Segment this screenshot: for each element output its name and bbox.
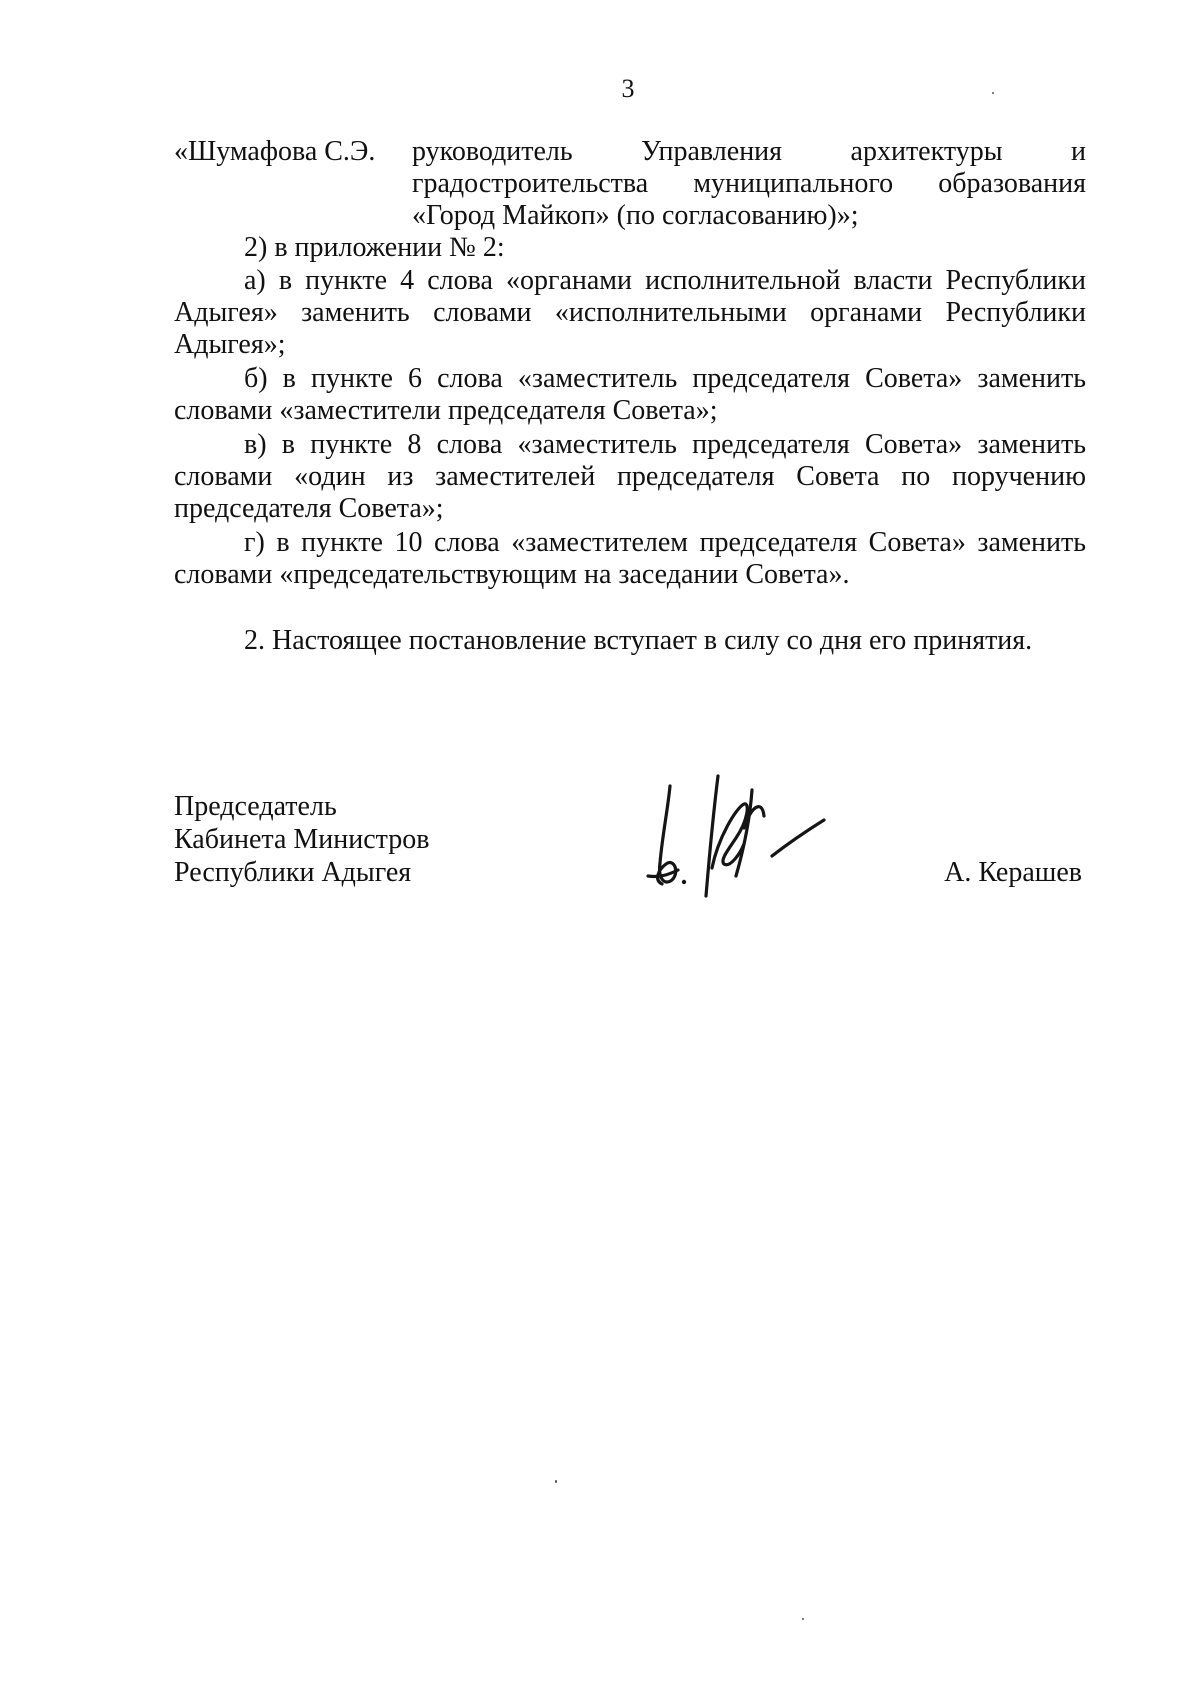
signatory-title-line: Кабинета Министров	[174, 824, 430, 855]
scan-speck	[802, 1618, 804, 1620]
paragraph-line: г) в пункте 10 слова «заместителем председателя Совета» заменить	[244, 527, 1086, 558]
member-position-line: градостроительства муниципального образования	[412, 168, 1086, 199]
scan-speck	[555, 1480, 557, 1483]
signatory-title-line: Председатель	[174, 791, 337, 822]
paragraph-line: словами «председательствующим на заседании Совета».	[174, 559, 850, 590]
paragraph-line: а) в пункте 4 слова «органами исполнительной власти Республики	[244, 265, 1086, 296]
page-number: 3	[621, 74, 635, 103]
signatory-title	[174, 790, 429, 889]
handwritten-signature	[640, 768, 830, 908]
paragraph-line: Адыгея»;	[174, 329, 286, 360]
member-position-line: руководитель Управления архитектуры и	[412, 136, 1086, 167]
paragraph-line: словами «заместители председателя Совета»;	[174, 395, 718, 426]
item-2-heading	[174, 232, 1086, 264]
paragraph-line: 2. Настоящее постановление вступает в силу со дня его принятия.	[244, 625, 1033, 656]
item-g-paragraph	[174, 527, 1086, 591]
paragraph-line: председателя Совета»;	[174, 493, 444, 524]
item-v-paragraph	[174, 429, 1086, 525]
item-2-text: 2) в приложении № 2:	[244, 232, 505, 263]
member-position	[412, 136, 1086, 232]
paragraph-line: словами «один из заместителей председателя Совета по поручению	[174, 461, 1086, 492]
signatory-title-line: Республики Адыгея	[174, 857, 412, 888]
member-position-line: «Город Майкоп» (по согласованию)»;	[412, 200, 859, 231]
signatory-name: А. Керашев	[944, 857, 1082, 888]
scan-speck	[992, 92, 994, 94]
paragraph-line: в) в пункте 8 слова «заместитель председателя Совета» заменить	[244, 429, 1086, 460]
clause-2-paragraph	[174, 625, 1086, 657]
paragraph-line: Адыгея» заменить словами «исполнительными органами Республики	[174, 297, 1086, 328]
item-b-paragraph	[174, 363, 1086, 427]
committee-member-entry	[174, 136, 1086, 232]
paragraph-line: б) в пункте 6 слова «заместитель председателя Совета» заменить	[244, 363, 1086, 394]
member-name: «Шумафова С.Э.	[174, 136, 376, 167]
item-a-paragraph	[174, 265, 1086, 361]
